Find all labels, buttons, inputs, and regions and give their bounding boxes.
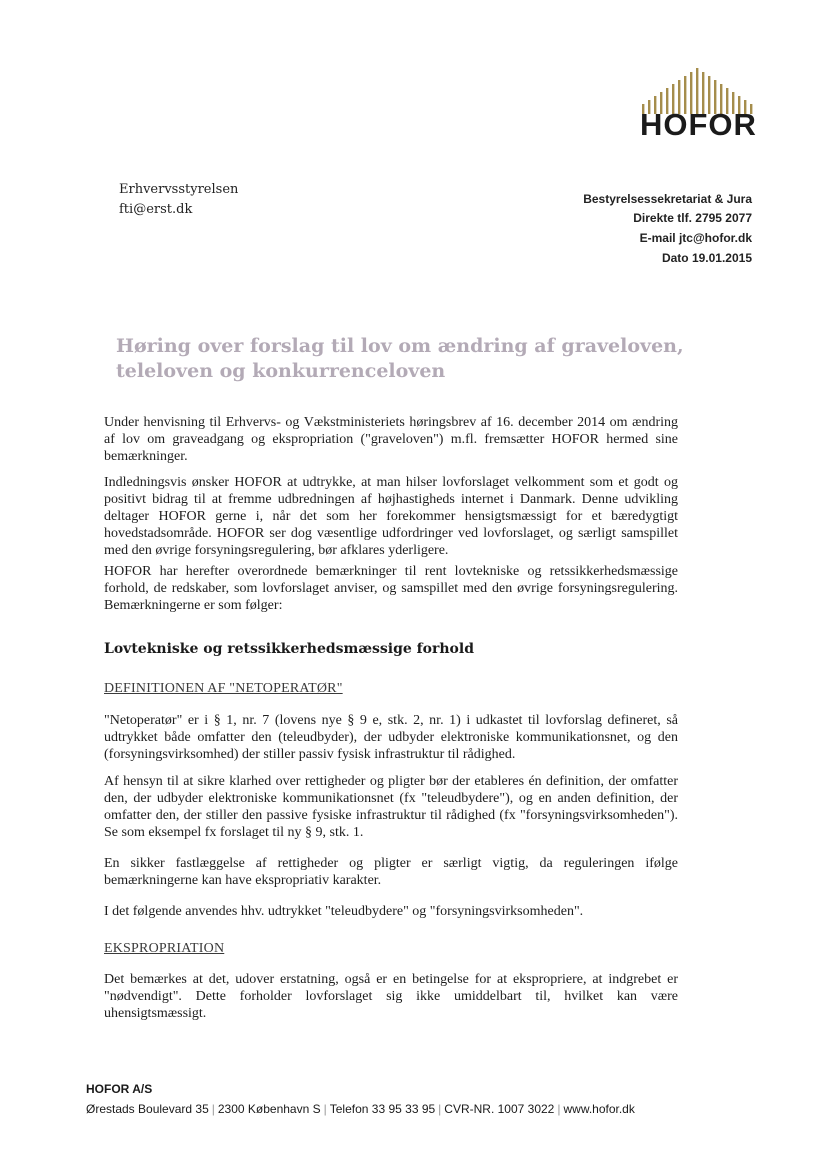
footer-city: 2300 København S xyxy=(217,1102,321,1116)
sender-email: E-mail jtc@hofor.dk xyxy=(639,231,752,245)
footer-separator: | xyxy=(557,1102,561,1116)
paragraph-rights: En sikker fastlæggelse af rettigheder og pligter er særligt vigtig, da reguleringen ifølge bemærkningerne kan have ekspropriativ karakter. xyxy=(104,856,678,888)
paragraph-netoperator: "Netoperatør" er i § 1, nr. 7 (lovens nye § 9 e, stk. 2, nr. 1) i udkastet til lovforslag defineret, så udtrykket både omfatter den (teleudbyder), der udbyder elektroniske kommunikationsnet, og den (forsyningsvirksomhed) der stiller passiv fysisk infrastruktur til rådighed. xyxy=(104,713,678,762)
section-heading: Lovtekniske og retssikkerhedsmæssige forhold xyxy=(104,641,475,657)
recipient-email: fti@erst.dk xyxy=(119,202,193,217)
paragraph-terms: I det følgende anvendes hhv. udtrykket "teleudbydere" og "forsyningsvirksomheden". xyxy=(104,904,584,919)
paragraph-expropriation: Det bemærkes at det, udover erstatning, også er en betingelse for at ekspropriere, at indgrebet er "nødvendigt". Dette forholder lovforslaget sig ikke umiddelbart til, hvilket kan være uhensigtsmæssigt. xyxy=(104,972,678,1021)
logo-text: HOFOR xyxy=(640,107,757,142)
letter-date: Dato 19.01.2015 xyxy=(661,251,752,265)
footer-separator: | xyxy=(438,1102,442,1116)
letter-title: Høring over forslag til lov om ændring af graveloven, teleloven og konkurrenceloven xyxy=(116,335,684,382)
footer-address: Ørestads Boulevard 35 xyxy=(86,1102,209,1116)
footer-separator: | xyxy=(323,1102,327,1116)
footer-company: HOFOR A/S xyxy=(86,1082,153,1096)
paragraph-overview: HOFOR har herefter overordnede bemærkninger til rent lovtekniske og retssikkerhedsmæssige forhold, de redskaber, som lovforslaget anviser, og samspillet med den øvrige forsyningsregulering. Bemærkningerne er som følger: xyxy=(104,564,678,613)
subheading-definition: DEFINITIONEN AF "NETOPERATØR" xyxy=(104,681,343,696)
recipient-name: Erhvervsstyrelsen xyxy=(119,182,239,197)
footer-phone: Telefon 33 95 33 95 xyxy=(329,1102,436,1116)
paragraph-intro: Under henvisning til Erhvervs- og Vækstministeriets høringsbrev af 16. december 2014 om ændring af lov om graveadgang og ekspropriation ("graveloven") m.fl. fremsætter HOFOR hermed sine bemærkninger. xyxy=(104,415,678,464)
paragraph-definition: Af hensyn til at sikre klarhed over rettigheder og pligter bør der etableres én definition, der omfatter den, der udbyder elektroniske kommunikationsnet (fx "teleudbydere"), og en anden definition, der omfatter den, der stiller den passive fysiske infrastruktur til rådighed (fx "forsyningsvirksomheden"). Se som eksempel fx forslaget til ny § 9, stk. 1. xyxy=(104,774,678,840)
footer-cvr: CVR-NR. 1007 3022 xyxy=(444,1102,555,1116)
sender-department: Bestyrelsessekretariat & Jura xyxy=(583,192,752,206)
subheading-expropriation: EKSPROPRIATION xyxy=(104,941,225,956)
sender-phone: Direkte tlf. 2795 2077 xyxy=(633,211,752,225)
footer-website[interactable]: www.hofor.dk xyxy=(563,1102,635,1116)
footer-separator: | xyxy=(211,1102,215,1116)
paragraph-welcome: Indledningsvis ønsker HOFOR at udtrykke, at man hilser lovforslaget velkomment som et godt og positivt bidrag til at fremme udbredningen af højhastigheds internet i Danmark. Denne udvikling deltager HOFOR gerne i, når det som her forekommer hensigtsmæssigt for et bæredygtigt hovedstadsområde. HOFOR ser dog væsentlige udfordringer ved lovforslaget, og særligt samspillet med den øvrige forsyningsregulering, bør afklares yderligere. xyxy=(104,475,678,558)
footer-contact xyxy=(86,1102,635,1116)
hofor-logo xyxy=(640,68,760,148)
